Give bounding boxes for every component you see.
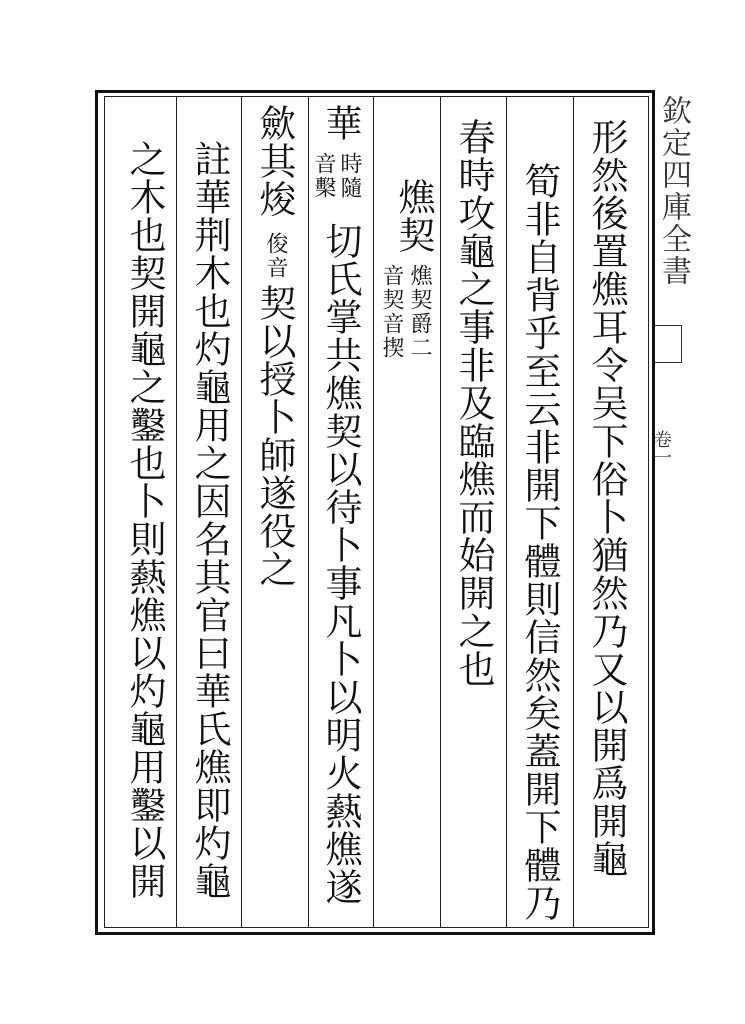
text-column-4-heading: 燋契 (392, 178, 435, 254)
column-rule (373, 96, 374, 928)
text-column-3: 春時攻龜之事非及臨燋而始開之也 (452, 118, 495, 688)
column-rule (573, 96, 574, 928)
annotation-left: 音檕 (311, 152, 336, 200)
page-border-inner (104, 96, 649, 928)
annotation-right: 燋契爵二 (407, 264, 432, 360)
text-column-2: 筍非自背乎至云非開下體則信然矣蓋開下體乃 (518, 162, 561, 922)
annotation-right: 時隨 (337, 152, 362, 200)
column-rule (241, 96, 242, 928)
text-column-8: 之木也契開龜之鑿也卜則爇燋以灼龜用鑿以開 (123, 140, 166, 900)
book-title-margin: 欽定四庫全書 (656, 95, 691, 287)
column-rule (308, 96, 309, 928)
text-column-5-body: 切氏掌共燋契以待卜事凡卜以明火爇燋遂 (319, 222, 362, 906)
margin-fish-tail-mark (652, 325, 682, 363)
text-column-5-head: 華 (319, 104, 362, 142)
text-column-1: 形然後置燋耳令吴下俗卜猶然乃又以開爲開龜 (585, 118, 628, 878)
juan-number-margin: 卷一 (651, 430, 672, 466)
text-column-6-body: 契以授卜師遂役之 (253, 284, 296, 588)
annotation-inline: 俊音 (263, 232, 288, 280)
text-column-7: 註華荆木也灼龜用之因名其官曰華氏燋即灼龜 (188, 140, 231, 900)
text-column-6-head: 歛其焌 (253, 104, 296, 218)
column-rule (176, 96, 177, 928)
column-rule (440, 96, 441, 928)
annotation-left: 音契音揳 (379, 264, 404, 360)
column-rule (506, 96, 507, 928)
